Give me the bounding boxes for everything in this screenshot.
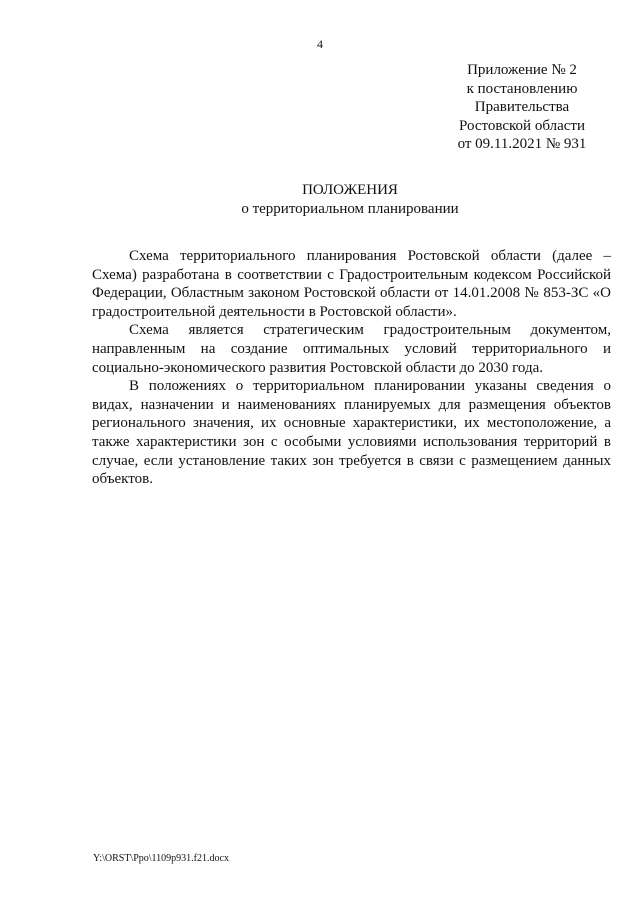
page-number: 4	[317, 37, 323, 51]
appendix-line: Правительства	[474, 99, 570, 116]
appendix-line: от 09.11.2021 № 931	[457, 136, 587, 153]
body-paragraph: Схема территориального планирования Ростовской области (далее – Схема) разработана в соответствии с Градостроительным кодексом Российской Федерации, Областным законом Ростовской области от 14.01.2008 № 853-ЗС «О градостроительной деятельности в Ростовской области».	[92, 248, 611, 320]
footer-file-path: Y:\ORST\Ppo\1109p931.f21.docx	[93, 853, 229, 864]
appendix-line: к постановлению	[466, 80, 578, 97]
body-paragraph: В положениях о территориальном планировании указаны сведения о видах, назначении и наименованиях планируемых для размещения объектов регионального значения, их основные характеристики, их местоположение, а также характеристики зон с особыми условиями использования территорий в случае, если установление таких зон требуется в связи с размещением данных объектов.	[92, 378, 611, 488]
document-heading	[0, 181, 640, 219]
appendix-line: Ростовской области	[459, 117, 585, 134]
appendix-reference	[432, 61, 612, 154]
document-subtitle: о территориальном планировании	[241, 201, 459, 217]
appendix-line: Приложение № 2	[467, 62, 577, 78]
document-title: ПОЛОЖЕНИЯ	[302, 182, 398, 198]
body-paragraph: Схема является стратегическим градостроительным документом, направленным на создание оптимальных условий территориального и социально-экономического развития Ростовской области до 2030 года.	[92, 322, 611, 376]
document-body	[92, 247, 611, 489]
